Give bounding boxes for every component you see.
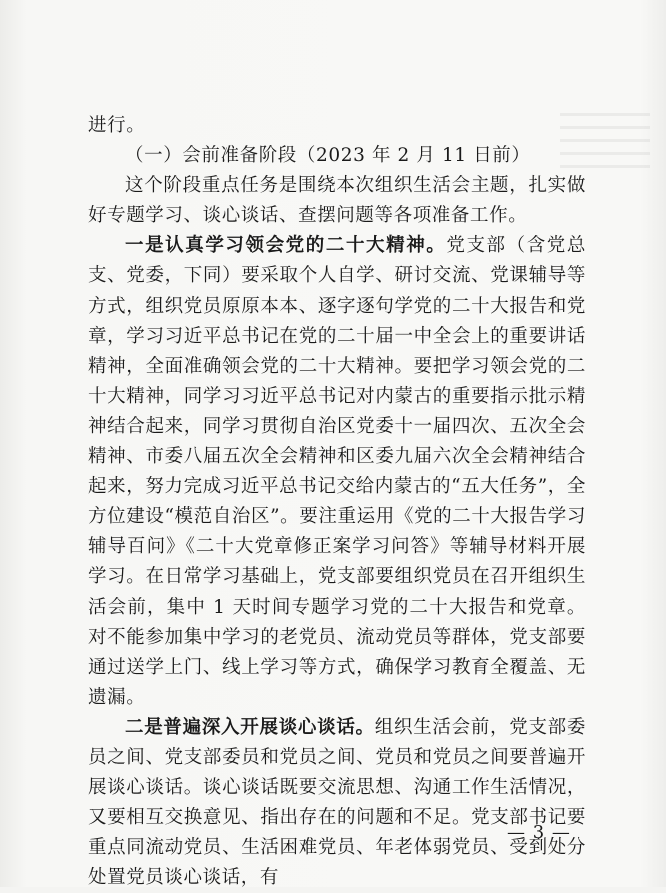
document-body	[88, 111, 586, 893]
item-2-text: 组织生活会前，党支部委员之间、党支部委员和党员之间、党员和党员之间要普遍开展谈心谈话。谈心谈话既要交流思想、沟通工作生活情况，又要相互交换意见、指出存在的问题和不足。党支部书记要重点同流动党员、生活困难党员、年老体弱党员、受到处分处置党员谈心谈话，有	[88, 716, 586, 889]
item-1-text: 党支部（含党总支、党委，下同）要采取个人自学、研讨交流、党课辅导等方式，组织党员原原本本、逐字逐句学党的二十大报告和党章，学习习近平总书记在党的二十届一中全会上的重要讲话精神，全面准确领会党的二十大精神。要把学习领会党的二十大精神，同学习习近平总书记对内蒙古的重要指示批示精神结合起来，同学习贯彻自治区党委十一届四次、五次全会精神、市委八届五次全会精神和区委九届六次全会精神结合起来，努力完成习近平总书记交给内蒙古的“五大任务”，全方位建设“模范自治区”。要注重运用《党的二十大报告学习辅导百问》《二十大党章修正案学习问答》等辅导材料开展学习。在日常学习基础上，党支部要组织党员在召开组织生活会前，集中 1 天时间专题学习党的二十大报告和党章。对不能参加集中学习的老党员、流动党员等群体，党支部要通过送学上门、线上学习等方式，确保学习教育全覆盖、无遗漏。	[88, 235, 586, 708]
intro-paragraph: 这个阶段重点任务是围绕本次组织生活会主题，扎实做好专题学习、谈心谈话、查摆问题等各项准备工作。	[88, 175, 586, 227]
item-1-lead: 一是认真学习领会党的二十大精神。	[125, 235, 447, 257]
paragraph-item-1	[88, 231, 586, 713]
section-heading: （一）会前准备阶段（2023 年 2 月 11 日前）	[125, 145, 531, 167]
continued-text: 进行。	[88, 115, 146, 136]
item-2-lead: 二是普遍深入开展谈心谈话。	[125, 716, 375, 738]
paragraph-item-2	[88, 713, 586, 893]
page-number: — 3 —	[507, 822, 571, 843]
